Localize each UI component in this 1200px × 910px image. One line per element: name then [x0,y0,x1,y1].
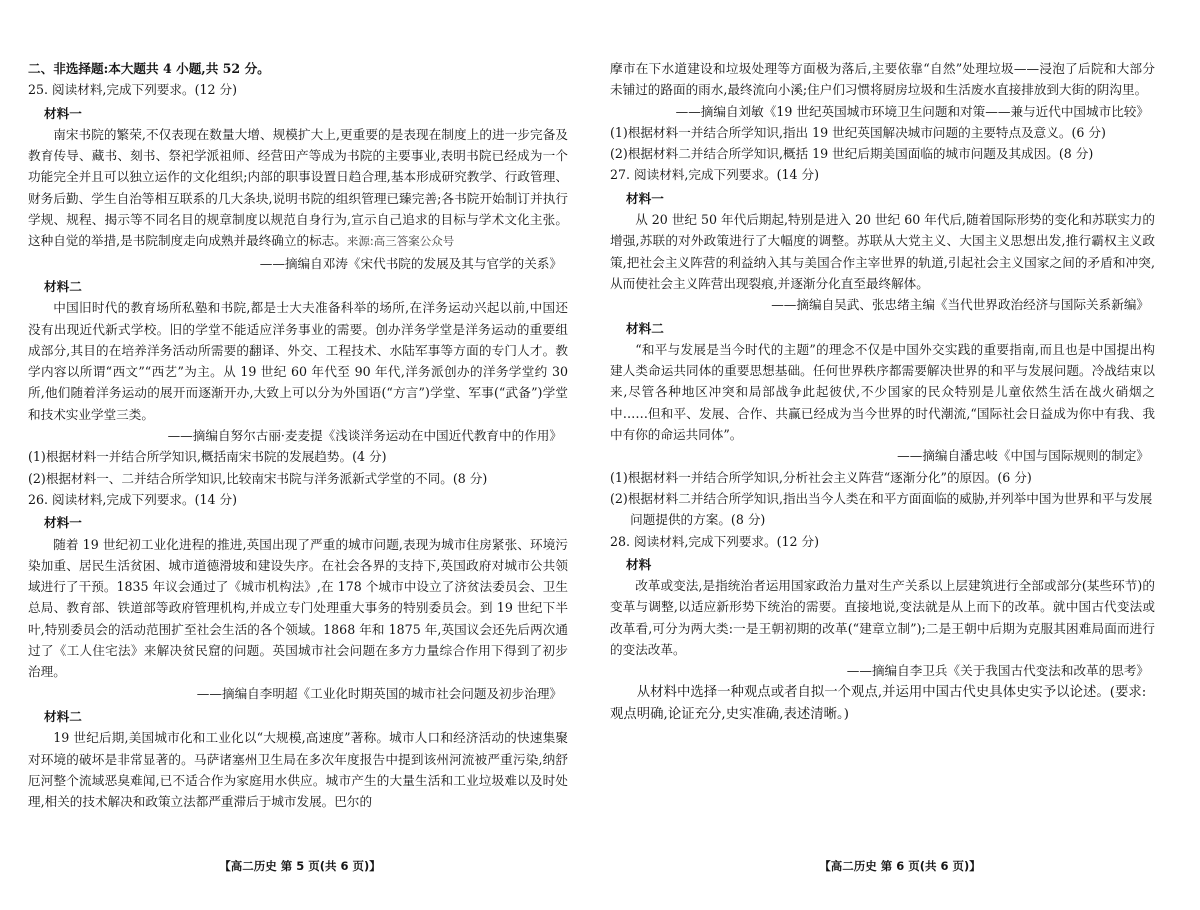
question-26-continued [610,58,1155,164]
q27-subquestion-1: (1)根据材料一并结合所学知识,分析社会主义阵营“逐渐分化”的原因。(6 分) [610,469,1032,485]
q27-material-2-source: ——摘编自潘忠岐《中国与国际规则的制定》 [897,448,1149,464]
q26-material-2-continued: 摩市在下水道建设和垃圾处理等方面极为落后,主要依靠“自然”处理垃圾——浸泡了后院和大部分未铺过的路面的雨水,最终流向小溪;住户们习惯将厨房垃圾和生活废水直接排放到大街的阴沟里。 [610,61,1155,98]
q26-material-1-label: 材料一 [44,515,82,531]
question-28-title: 28. 阅读材料,完成下列要求。(12 分) [610,533,820,549]
q26-material-2-source: ——摘编自刘敏《19 世纪英国城市环境卫生问题和对策——兼与近代中国城市比较》 [675,103,1149,119]
question-25-title: 25. 阅读材料,完成下列要求。(12 分) [28,82,238,98]
q26-subquestion-1: (1)根据材料一并结合所学知识,指出 19 世纪英国解决城市问题的主要特点及意义。(6 分) [610,124,1106,140]
q26-material-1-source: ——摘编自李明超《工业化时期英国的城市社会问题及初步治理》 [196,685,562,701]
q25-material-1-label: 材料一 [44,105,82,121]
page-footer-right: 【高二历史 第 6 页(共 6 页)】 [819,859,981,873]
right-column [610,58,1155,726]
q26-subquestion-2: (2)根据材料二并结合所学知识,概括 19 世纪后期美国面临的城市问题及其成因。(8 分) [610,146,1094,162]
q27-material-1-text: 从 20 世纪 50 年代后期起,特别是进入 20 世纪 60 年代后,随着国际形势的变化和苏联实力的增强,苏联的对外政策进行了大幅度的调整。苏联从大党主义、大国主义思想出发,推行霸权主义政策,把社会主义阵营的利益纳入其与美国合作主宰世界的轨道,引起社会主义国家之间的矛盾和冲突,从而使社会主义阵营出现裂痕,并逐渐分化直至最终解体。 [610,212,1155,291]
left-column [28,58,568,812]
q28-material-source: ——摘编自李卫兵《关于我国古代变法和改革的思考》 [846,663,1149,679]
q26-material-2-text: 19 世纪后期,美国城市化和工业化以“大规模,高速度”著称。城市人口和经济活动的快速集聚对环境的破坏是非常显著的。马萨诸塞州卫生局在多次年度报告中提到该州河流被严重污染,纳舒厄河整个流域恶臭难闻,已不适合作为家庭用水供应。城市产生的大量生活和工业垃圾难以及时处理,相关的技术解决和政策立法都严重滞后于城市发展。巴尔的 [28,730,568,810]
question-27-title: 27. 阅读材料,完成下列要求。(14 分) [610,167,820,183]
q25-subquestion-1: (1)根据材料一并结合所学知识,概括南宋书院的发展趋势。(4 分) [28,449,387,465]
page-footer-left: 【高二历史 第 5 页(共 6 页)】 [219,859,381,873]
watermark-text: 来源:高三答案公众号 [346,234,455,249]
q28-material-label: 材料 [626,556,652,572]
q25-subquestion-2: (2)根据材料一、二并结合所学知识,比较南宋书院与洋务派新式学堂的不同。(8 分) [28,470,488,486]
question-25 [28,79,568,489]
question-28 [610,531,1155,726]
question-26 [28,489,568,812]
q26-material-1-text: 随着 19 世纪初工业化进程的推进,英国出现了严重的城市问题,表现为城市住房紧张、环境污染加重、居民生活贫困、城市道德滑坡和建设失序。在社会各界的支持下,英国政府对城市公共领域进行了干预。1835 年议会通过了《城市机构法》,在 178 个城市中设立了济贫法委员会、卫生总局、教育部、铁道部等政府管理机构,并成立专门处理重大事务的特别委员会。到 19 世纪下半叶,特别委员会的活动范围扩至社会生活的各个领域。1868 年和 1875 年,英国议会还先后两次通过了《工人住宅法》来解决贫民窟的问题。英国城市社会问题在多方力量综合作用下得到了初步治理。 [28,536,568,680]
q27-material-2-text: “和平与发展是当今时代的主题”的理念不仅是中国外交实践的重要指南,而且也是中国提出构建人类命运共同体的重要思想基础。任何世界秩序都需要解决世界的和平与发展问题。冷战结束以来,尽管各种地区冲突和局部战争此起彼伏,不少国家的民众特别是儿童依然生活在战火硝烟之中……但和平、发展、合作、共赢已经成为当今世界的时代潮流,“国际社会日益成为你中有我、我中有你的命运共同体”。 [610,341,1155,443]
exam-page-6 [600,0,1200,910]
q26-material-2-label: 材料二 [44,708,82,724]
q25-material-1-source: ——摘编自邓涛《宋代书院的发展及其与官学的关系》 [259,255,562,271]
q25-material-2-label: 材料二 [44,278,82,294]
q27-material-1-source: ——摘编自吴武、张忠绪主编《当代世界政治经济与国际关系新编》 [771,297,1149,313]
q28-requirement: 从材料中选择一种观点或者自拟一个观点,并运用中国古代史具体史实予以论述。(要求:观点明确,论证充分,史实准确,表述清晰。) [610,684,1147,722]
question-27 [610,164,1155,530]
q28-material-text: 改革或变法,是指统治者运用国家政治力量对生产关系以上层建筑进行全部或部分(某些环节)的变革与调整,以适应新形势下统治的需要。直接地说,变法就是从上而下的改革。就中国古代变法或改革看,可分为两大类:一是王朝初期的改革(“建章立制”);二是王朝中后期为克服其困难局面而进行的变法改革。 [610,578,1155,658]
q27-material-1-label: 材料一 [626,190,664,206]
section-title: 二、非选择题:本大题共 4 小题,共 52 分。 [28,61,270,76]
q25-material-2-text: 中国旧时代的教育场所私塾和书院,都是士大夫准备科举的场所,在洋务运动兴起以前,中国还没有出现近代新式学校。旧的学堂不能适应洋务事业的需要。创办洋务学堂是洋务运动的重要组成部分,其目的在培养洋务活动所需要的翻译、外交、工程技术、水陆军事等方面的专门人才。教学内容以所谓“西文”“西艺”为主。从 19 世纪 60 年代至 90 年代,洋务派创办的洋务学堂约 30 所,他们随着洋务运动的展开而逐渐开办,大致上可以分为外国语(“方言”)学堂、军事(“武备”)学堂和技术实业学堂三类。 [28,300,568,422]
q27-subquestion-2: (2)根据材料二并结合所学知识,指出当今人类在和平方面面临的威胁,并列举中国为世界和平与发展问题提供的方案。(8 分) [610,490,1153,528]
question-26-title: 26. 阅读材料,完成下列要求。(14 分) [28,491,238,507]
q25-material-1-text: 南宋书院的繁荣,不仅表现在数量大增、规模扩大上,更重要的是表现在制度上的进一步完备及教育传导、藏书、刻书、祭祀学派祖师、经营田产等成为书院的主要事业,表明书院已经成为一个功能完全并且可以独立运作的文化组织;内部的职事设置日趋合理,基本形成研究教学、行政管理、财务后勤、学生自治等相互联系的几大条块,说明书院的组织管理已臻完善;各书院开始制订并执行学规、规程、揭示等不同名目的规章制度以规范自身行为,宣示自己追求的目标与学术文化主张。这种自觉的举措,是书院制度走向成熟并最终确立的标志。来源:高三答案公众号 [28,126,568,249]
q25-material-2-source: ——摘编自努尔古丽·麦麦提《浅谈洋务运动在中国近代教育中的作用》 [167,428,562,444]
q27-material-2-label: 材料二 [626,320,664,336]
